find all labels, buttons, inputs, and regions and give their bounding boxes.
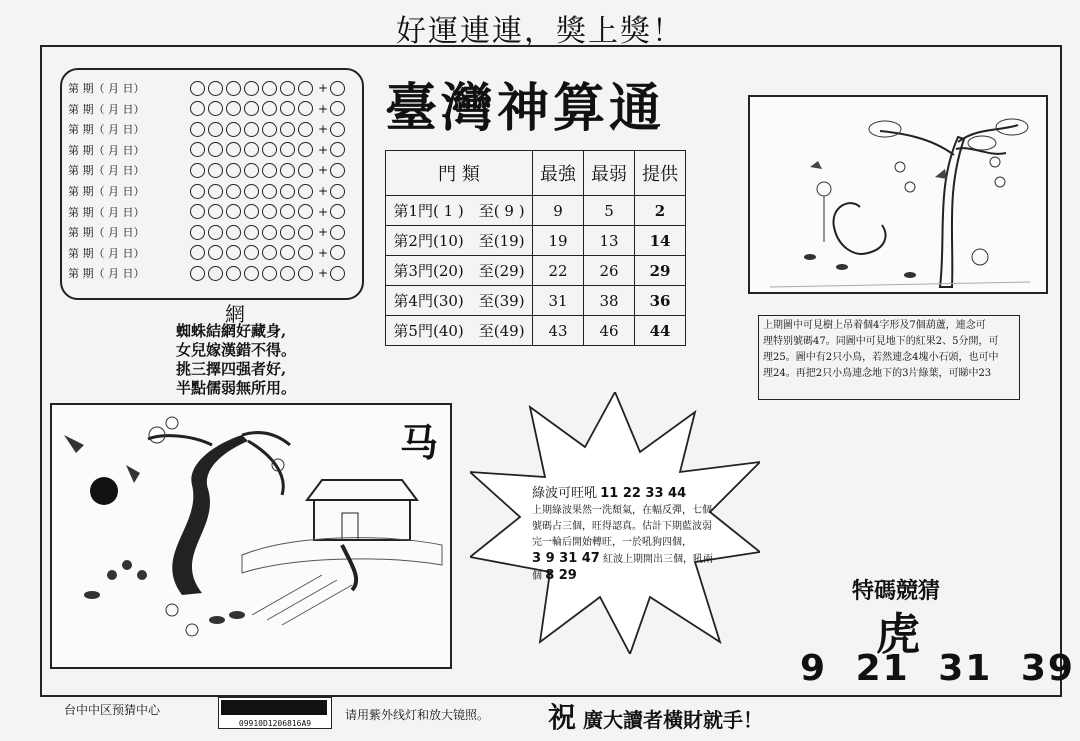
number-circle (244, 225, 259, 240)
number-circle (244, 163, 259, 178)
poem-line: 蜘蛛結網好藏身, (176, 322, 287, 340)
number-circle (208, 184, 223, 199)
draw-record-box (60, 68, 364, 300)
number-circle (244, 184, 259, 199)
gate-weak: 5 (584, 196, 635, 226)
poem-title: 網 (225, 302, 245, 326)
gate-offer: 44 (635, 316, 686, 346)
number-circle (226, 101, 241, 116)
header-weak: 最弱 (584, 151, 635, 196)
draw-row-label: 第 期（ 月 日） (68, 123, 145, 137)
draw-row-label: 第 期（ 月 日） (68, 246, 145, 260)
draw-row (68, 119, 348, 139)
gate-strong: 43 (533, 316, 584, 346)
number-circle (226, 81, 241, 96)
star-headline-label: 綠波可旺吼 (532, 486, 598, 501)
table-row (386, 286, 686, 316)
number-circle (298, 245, 313, 260)
number-circle (190, 122, 205, 137)
special-number-circle (330, 225, 345, 240)
number-circle (208, 245, 223, 260)
number-circle (244, 142, 259, 157)
number-circle (208, 266, 223, 281)
draw-row (68, 263, 348, 283)
draw-row (68, 202, 348, 222)
number-circle (298, 204, 313, 219)
number-circle (226, 225, 241, 240)
table-row (386, 196, 686, 226)
star-numbers-b: 8 29 (545, 568, 577, 583)
plus-sign: + (318, 81, 329, 95)
number-circle (208, 142, 223, 157)
poem-line: 女兒嫁漢錯不得。 (176, 341, 297, 359)
number-circle (226, 184, 241, 199)
page-title: 臺灣神算通 (385, 78, 666, 139)
special-number-circle (330, 184, 345, 199)
footer-source: 台中中区预猜中心 (64, 703, 161, 717)
number-circle (280, 163, 295, 178)
special-number-circle (330, 266, 345, 281)
plus-sign: + (318, 266, 329, 281)
number-circle (190, 225, 205, 240)
number-circle (262, 184, 277, 199)
number-circle (280, 225, 295, 240)
number-circle (244, 101, 259, 116)
illustration-svg (750, 97, 1046, 292)
draw-row-label: 第 期（ 月 日） (68, 82, 145, 95)
table-row (386, 256, 686, 286)
plus-sign: + (318, 163, 329, 178)
plus-sign: + (318, 101, 329, 116)
number-circle (190, 101, 205, 116)
draw-row (68, 99, 348, 119)
illustration-svg (52, 405, 450, 667)
plus-sign: + (318, 184, 329, 198)
number-circle (280, 101, 295, 116)
special-number-circle (330, 81, 345, 96)
star-headline (532, 486, 720, 503)
gate-table-header (386, 151, 686, 196)
gate-strong: 22 (533, 256, 584, 286)
special-guess-title: 特碼競猜 (852, 579, 941, 604)
number-circle (298, 184, 313, 199)
number-circle (208, 204, 223, 219)
header-offer: 提供 (635, 151, 686, 196)
gate-strong: 19 (533, 226, 584, 256)
gate-weak: 46 (584, 316, 635, 346)
plus-sign: + (318, 245, 329, 260)
gate-offer: 14 (635, 226, 686, 256)
number-circle (262, 163, 277, 178)
gate-strong: 9 (533, 196, 584, 226)
number-circle (244, 204, 259, 219)
gate-weak: 38 (584, 286, 635, 316)
number-circle (298, 163, 313, 178)
special-number-circle (330, 101, 345, 116)
number-circle (280, 245, 295, 260)
zodiac-mark: 马 (400, 421, 439, 465)
number-circle (262, 225, 277, 240)
number-circle (226, 142, 241, 157)
gate-range: 第1門( 1 ) 至( 9 ) (386, 196, 533, 226)
number-circle (298, 101, 313, 116)
header-strong: 最強 (533, 151, 584, 196)
poem-line: 半點儒弱無所用。 (176, 379, 297, 397)
number-circle (190, 163, 205, 178)
barcode (218, 697, 332, 729)
number-circle (298, 225, 313, 240)
star-body: 上期綠波果然一洗頹氣，在幅反彈，七個號碼占三個，旺得認真。估計下期藍波弱完一輪后開始轉旺，一於吼狗四個， (532, 505, 712, 548)
number-circle (208, 81, 223, 96)
gate-range: 第3門(20) 至(29) (386, 256, 533, 286)
draw-row-label: 第 期（ 月 日） (68, 205, 145, 219)
poem-line: 挑三擇四强者好, (176, 360, 287, 378)
number-circle (280, 81, 295, 96)
hint-line: 理24。再把2只小鳥連念地下的3片綠葉，可睇中23 (763, 368, 992, 379)
draw-row-label: 第 期（ 月 日） (68, 164, 145, 178)
star-text (532, 486, 720, 585)
number-circle (226, 245, 241, 260)
footer-wish-zhu: 祝 (548, 701, 577, 734)
number-circle (190, 266, 205, 281)
special-guess-numbers: 9 21 31 39 (800, 648, 1075, 689)
number-circle (298, 81, 313, 96)
number-circle (208, 101, 223, 116)
star-body-2: 紅波上期開出三個，吼兩個 (532, 554, 714, 582)
number-circle (190, 81, 205, 96)
number-circle (262, 142, 277, 157)
gate-range: 第5門(40) 至(49) (386, 316, 533, 346)
gate-weak: 26 (584, 256, 635, 286)
hint-line: 上期圖中可見樹上吊着個4字形及7個葫蘆，連念可 (763, 320, 986, 331)
number-circle (244, 81, 259, 96)
number-circle (190, 245, 205, 260)
footer-note: 请用紫外线灯和放大镜照。 (345, 708, 490, 722)
star-headline-numbers: 11 22 33 44 (600, 486, 687, 501)
number-circle (262, 101, 277, 116)
star-row (532, 551, 720, 585)
poem (176, 322, 296, 398)
number-circle (208, 122, 223, 137)
number-circle (298, 266, 313, 281)
number-circle (190, 142, 205, 157)
number-circle (280, 184, 295, 199)
number-circle (262, 122, 277, 137)
barcode-number: 09910D1206816A9 (238, 719, 312, 728)
special-number-circle (330, 204, 345, 219)
plus-sign: + (318, 142, 329, 157)
number-circle (226, 163, 241, 178)
gate-offer: 2 (635, 196, 686, 226)
table-row (386, 316, 686, 346)
number-circle (208, 163, 223, 178)
draw-row (68, 181, 348, 201)
number-circle (298, 122, 313, 137)
number-circle (244, 245, 259, 260)
number-circle (244, 122, 259, 137)
gate-range: 第2門(10) 至(19) (386, 226, 533, 256)
number-circle (190, 204, 205, 219)
draw-row-label: 第 期（ 月 日） (68, 102, 145, 116)
plus-sign: + (318, 204, 329, 219)
number-circle (280, 204, 295, 219)
hint-box (758, 315, 1020, 400)
number-circle (226, 266, 241, 281)
draw-row-label: 第 期（ 月 日） (68, 267, 145, 281)
footer-wish-text: 廣大讀者橫財就手！ (582, 708, 763, 732)
special-number-circle (330, 142, 345, 157)
star-numbers-a: 3 9 31 47 (532, 551, 600, 566)
gate-strong: 31 (533, 286, 584, 316)
draw-row-label: 第 期（ 月 日） (68, 143, 145, 157)
number-circle (280, 122, 295, 137)
header-gate: 門 類 (386, 151, 533, 196)
gate-range: 第4門(30) 至(39) (386, 286, 533, 316)
number-circle (280, 142, 295, 157)
barcode-bar (221, 700, 327, 715)
draw-row (68, 160, 348, 180)
table-row (386, 226, 686, 256)
house-tree-illustration (50, 403, 452, 669)
hint-line: 理25。圖中有2只小鳥，若然連念4塊小石頭，也可中 (763, 352, 999, 363)
gate-offer: 36 (635, 286, 686, 316)
draw-row (68, 222, 348, 242)
plus-sign: + (318, 225, 329, 240)
number-circle (262, 81, 277, 96)
special-guess-zodiac: 虎 (876, 609, 920, 660)
draw-row (68, 243, 348, 263)
footer-wish (548, 696, 763, 736)
special-number-circle (330, 245, 345, 260)
draw-row (68, 140, 348, 160)
number-circle (280, 266, 295, 281)
gate-offer: 29 (635, 256, 686, 286)
number-circle (244, 266, 259, 281)
header-slogan: 好運連連，獎上獎！ (396, 14, 684, 49)
number-circle (262, 266, 277, 281)
special-number-circle (330, 163, 345, 178)
number-circle (226, 204, 241, 219)
number-circle (298, 142, 313, 157)
gate-table (385, 150, 686, 346)
hint-line: 理特别號碼47。同圖中可見地下的紅果2、5分開，可 (763, 336, 999, 347)
number-circle (262, 204, 277, 219)
draw-row-label: 第 期（ 月 日） (68, 185, 145, 198)
draw-row (68, 78, 348, 98)
draw-row-label: 第 期（ 月 日） (68, 226, 145, 240)
monkey-tree-illustration (748, 95, 1048, 294)
gate-weak: 13 (584, 226, 635, 256)
plus-sign: + (318, 122, 329, 137)
special-number-circle (330, 122, 345, 137)
number-circle (262, 245, 277, 260)
number-circle (190, 184, 205, 199)
number-circle (208, 225, 223, 240)
number-circle (226, 122, 241, 137)
